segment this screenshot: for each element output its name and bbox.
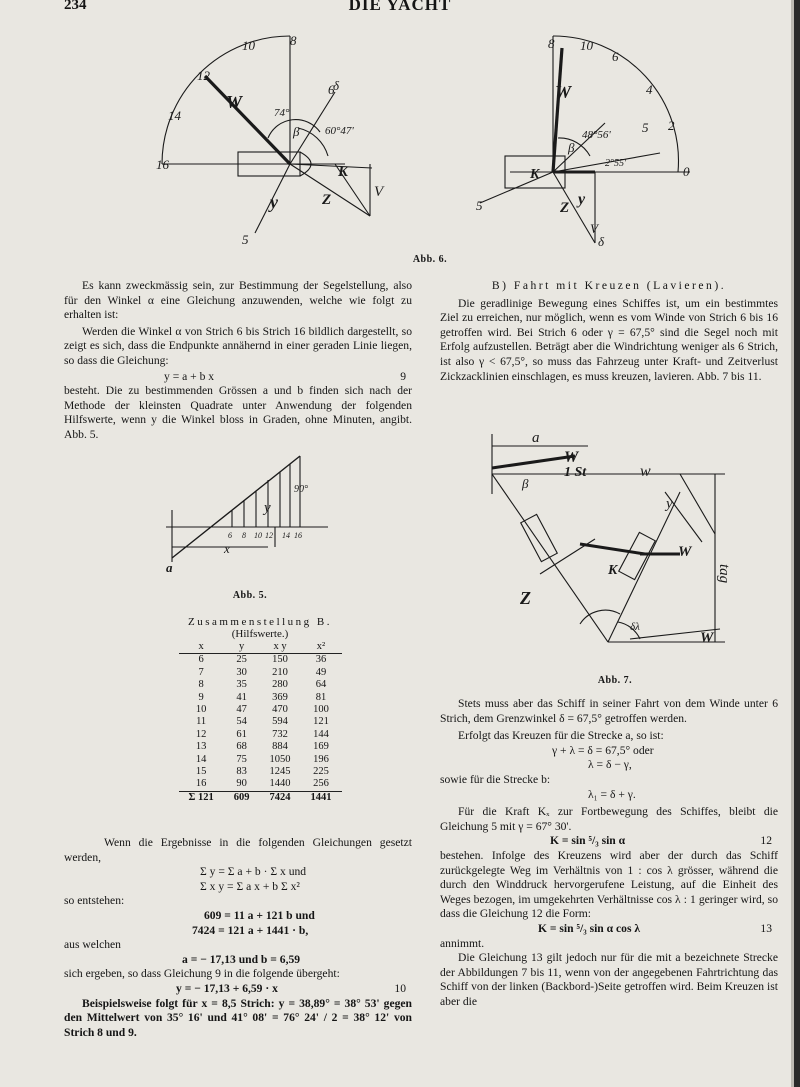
table-cell: 61 [236,728,247,740]
table-cell: 41 [236,691,247,703]
journal-title: DIE YACHT [348,0,452,14]
abb6-left-label-6: 6 [328,82,335,97]
table-sum-cell: Σ 121 [179,791,224,804]
equation-13-text: K = sin ⁵/₃ sin α cos λ [538,921,641,935]
equation-9-number: 9 [400,369,406,383]
abb6-right-label-delta: δ [598,234,605,249]
equation-b: 7424 = 121 a + 1441 · b, [192,923,309,937]
abb5-tick-6: 6 [228,531,232,540]
table-header-cell: y [224,641,260,654]
abb6-caption: Abb. 6. [412,254,448,265]
abb6-left-label-angle1: 74° [274,107,290,119]
hilfswerte-table-block [140,616,380,804]
table-cell: 732 [272,728,288,740]
abb5-label-a: a [166,560,173,575]
abb6-right-label-5a: 5 [476,198,483,213]
table-sum-cell: 609 [224,791,260,804]
table-cell: 1245 [269,766,291,778]
right-paragraph-8: Die Gleichung 13 gilt jedoch nur für die mit a bezeichnete Strecke der Abbildungen 7 bis 11, wenn von der angegebenen Fahrtrichtung das Schiff von der linken (Backbord-)Seite getroffen wird. Beim Kreuzen ist aber die [440,951,778,1008]
abb7-label-k: K [608,563,618,578]
abb6-right-label-0: 0 [683,164,690,179]
left-paragraph-2: Werden die Winkel α von Strich 6 bis Strich 16 bildlich dargestellt, so zeigt es sich, dass die Endpunkte annähernd in einer geraden Linie liegen, so dass die Gleichung: [64,324,412,367]
table-header-cell: x [179,641,224,654]
table-cell: 1050 [269,753,291,765]
abb6-right-label-4: 4 [646,82,653,97]
table-title: Zusammenstellung B. [187,616,333,628]
table-cell: 83 [236,766,247,778]
left-paragraph-3: besteht. Die zu bestimmenden Grössen a und b finden sich nach der Methode der kleinsten Quadrate unter Anwendung der folgenden Hilfswerte, wenn y die Winkel bloss in Graden, ohne Minuten, angibt. Abb. 5. [64,384,412,441]
abb7-label-w-bottom: W [700,630,714,646]
abb5-tick-14: 14 [282,531,290,540]
abb6-diagram [150,28,710,273]
abb5-label-90: 90° [294,484,308,495]
equation-9 [64,370,412,385]
abb6-right-label-angle: 48°56' [582,129,611,141]
equation-a: 609 = 11 a + 121 b und [204,908,315,922]
section-heading: B) Fahrt mit Kreuzen (Lavieren). [491,279,727,292]
table-body [179,654,342,791]
page-header [0,0,800,14]
sum-equation-1: Σ y = Σ a + b · Σ x und [200,865,307,879]
abb7-label-w-small: w [640,463,651,480]
left-paragraph-5: so entstehen: [64,894,125,908]
abb6-left-label-delta: δ [333,78,340,93]
table-cell: 54 [236,716,247,728]
equation-9-text: y = a + b x [164,369,215,383]
table-cell: 8 [198,679,204,691]
table-cell: 121 [313,716,329,728]
table-cell: 10 [195,704,207,716]
sum-equation-2: Σ x y = Σ a x + b Σ x² [200,879,300,893]
abb5-tick-8: 8 [242,531,246,540]
right-paragraph-4: sowie für die Strecke b: [440,772,551,786]
abb6-right-label-k: K [530,167,540,182]
abb7-label-beta: β [522,476,529,491]
abb5-caption: Abb. 5. [232,590,268,601]
table-cell: 225 [313,766,329,778]
abb6-left-label-z: Z [322,192,332,208]
table-cell: 64 [315,679,327,691]
abb7-label-w-top: W [564,449,579,466]
left-paragraph-4: Wenn die Ergebnisse in die folgenden Gleichungen gesetzt werden, [64,836,412,864]
table-cell: 884 [272,741,288,753]
figure-abb6 [150,28,710,273]
table-cell: 196 [313,753,329,765]
table-header-row [179,641,342,654]
abb6-left-label-14: 14 [168,108,181,123]
table-cell: 12 [195,728,207,740]
right-column-top [440,279,778,384]
abb5-tick-12: 12 [265,531,273,540]
right-paragraph-5: Für die Kraft Kₓ zur Fortbewegung des Schiffes, bleibt die Gleichung 5 mit γ = 67° 30'. [440,805,778,833]
page-number: 234 [64,0,87,13]
abb5-label-x: x [224,541,230,556]
table-cell: 9 [198,691,204,703]
table-cell: 81 [315,691,327,703]
right-column-bottom [440,697,778,1009]
abb7-label-y: y [666,496,673,512]
table-cell: 594 [272,716,288,728]
table-cell: 90 [236,778,247,790]
right-paragraph-2: Stets muss aber das Schiff in seiner Fahrt von dem Winde unter 6 Strich, dem Grenzwinkel δ = 67,5° getroffen werden. [440,697,778,725]
table-cell: 15 [195,766,207,778]
right-paragraph-6: bestehen. Infolge des Kreuzens wird aber der durch das Schiff zurückgelegte Weg im Verhältnis von 1 : cos λ grösser, während die durch den Winddruck hervorgerufene Leistung, auf die Einheit des Weges bezogen, im umgekehrten Verhältnisse cos λ : 1 geringer wird, so dass die Gleichung 12 die Form: [440,848,778,921]
table-cell: 47 [236,704,247,716]
table-row [179,716,342,728]
abb6-left-label-10: 10 [242,38,255,53]
abb7-label-z: Z [520,588,531,608]
table-cell: 75 [236,753,247,765]
figure-abb7 [480,424,740,669]
table-cell: 30 [236,666,247,678]
table-cell: 169 [313,741,329,753]
table-cell: 470 [272,704,288,716]
left-column-bottom [64,836,412,1040]
abb7-caption: Abb. 7. [597,675,633,686]
table-row [179,754,342,766]
table-row [179,741,342,753]
left-paragraph-7: sich ergeben, so dass Gleichung 9 in die folgende übergeht: [64,967,340,981]
table-cell: 11 [196,716,207,728]
table-cell: 150 [272,654,288,666]
abb6-left-label-w: W [226,92,243,112]
abb5-tick-16: 16 [294,531,302,540]
table-sum-row [179,791,342,804]
table-cell: 14 [195,753,207,765]
abb5-diagram [160,450,330,580]
left-paragraph-6: aus welchen [64,938,121,952]
abb6-right-label-2: 2 [668,118,675,133]
table-cell: 49 [315,666,327,678]
abb7-diagram [480,424,740,669]
equation-13-number: 13 [760,921,772,935]
table-cell: 35 [236,679,247,691]
abb6-right-label-beta: β [568,140,575,155]
equation-12-number: 12 [760,834,772,848]
equation-13 [440,922,778,937]
abb5-label-y: y [264,500,271,516]
left-column-top [64,279,412,443]
abb6-right-label-z: Z [560,200,570,216]
table-header-cell: x y [260,641,301,654]
table-row [179,729,342,741]
table-sum-cell: 7424 [260,791,301,804]
abb6-left-label-v: V [374,184,384,200]
abb6-right-label-w: W [555,82,572,102]
abb6-left-label-k: K [338,164,349,180]
right-paragraph-1: Die geradlinige Bewegung eines Schiffes ist, um ein bestimmtes Ziel zu erreichen, nur möglich, wenn es vom Winde von Strich 6 bis 16 getroffen wird. Bei Strich 6 oder γ = 67,5° sind die Segel noch mit Erfolg aufzustellen. Beträgt aber die Windrichtung weniger als 6 Strich, ist also γ < 67,5°, so muss das Fahrzeug unter Kraft- und Zeitverlust Zickzacklinien einschlagen, es muss kreuzen, lavieren. Abb. 7 bis 11. [440,296,778,383]
abb6-left-label-8: 8 [290,33,297,48]
abb6-left-label-12: 12 [197,68,210,83]
table-row [179,704,342,716]
right-paragraph-7: annimmt. [440,936,485,950]
equation-10-number: 10 [394,981,406,995]
table-subtitle: (Hilfswerte.) [231,628,289,640]
table-row [179,692,342,704]
abb6-right-label-5b: 5 [642,120,649,135]
equation-12 [440,834,778,849]
table-cell: 36 [315,654,327,666]
abb6-right-label-v: V [590,221,598,236]
table-row [179,667,342,679]
abb6-right-label-y: y [578,191,586,208]
right-paragraph-3: Erfolgt das Kreuzen für die Strecke a, so ist: [458,729,664,743]
table-row [179,654,342,667]
left-paragraph-8: Beispielsweise folgt für x = 8,5 Strich: y = 38,89° = 38° 53' gegen den Mittelwert von 35° 16' und 41° 08' = 76° 24' / 2 = 38° 12' von Strich 8 und 9. [64,996,412,1039]
abb6-left-label-5: 5 [242,232,249,247]
abb6-left-label-y: y [270,192,278,212]
equation-c: a = − 17,13 und b = 6,59 [182,952,301,966]
abb7-label-a: a [532,430,540,446]
abb6-left-label-16: 16 [156,157,169,172]
abb5-tick-10: 10 [254,531,262,540]
figure-abb5 [160,450,330,580]
table-cell: 25 [236,654,247,666]
table-row [179,766,342,778]
table-cell: 100 [313,704,329,716]
abb6-left-label-angle2: 60°47' [325,125,354,137]
equation-10-text: y = − 17,13 + 6,59 · x [176,981,278,995]
table-cell: 144 [313,728,329,740]
table-row [179,778,342,791]
table-cell: 256 [313,778,329,790]
hilfswerte-table [179,641,342,804]
table-cell: 1440 [269,778,291,790]
abb7-label-1st: 1 St [564,465,587,480]
abb7-label-w-mid: W [678,544,692,560]
equation-12-text: K = sin ⁵/₃ sin α [550,834,626,848]
equation-r2: λ = δ − γ, [588,758,632,772]
page-edge [794,0,800,1087]
left-paragraph-1: Es kann zweckmässig sein, zur Bestimmung der Segelstellung, also für den Winkel α eine Gleichung anzuwenden, welche wie folgt zu erhalten ist: [64,279,412,322]
equation-r3: λ₁ = δ + γ. [588,787,636,801]
abb7-label-dl: δλ [630,621,640,633]
table-header-cell: x² [301,641,342,654]
table-cell: 16 [195,778,207,790]
equation-r1: γ + λ = δ = 67,5° oder [552,743,654,757]
equation-10 [64,982,412,997]
table-row [179,679,342,691]
table-cell: 13 [195,741,207,753]
abb6-left-label-beta: β [293,124,300,139]
table-cell: 280 [272,679,288,691]
table-cell: 6 [198,654,204,666]
table-sum-cell: 1441 [301,791,342,804]
table-cell: 369 [272,691,288,703]
abb6-right-label-8: 8 [548,36,555,51]
abb7-label-tag: tag [716,564,732,584]
abb6-right-label-angle2: 2°55' [605,158,627,169]
table-cell: 7 [198,666,204,678]
abb6-right-label-6: 6 [612,49,619,64]
table-cell: 210 [272,666,288,678]
table-cell: 68 [236,741,247,753]
abb6-right-label-10: 10 [580,38,593,53]
